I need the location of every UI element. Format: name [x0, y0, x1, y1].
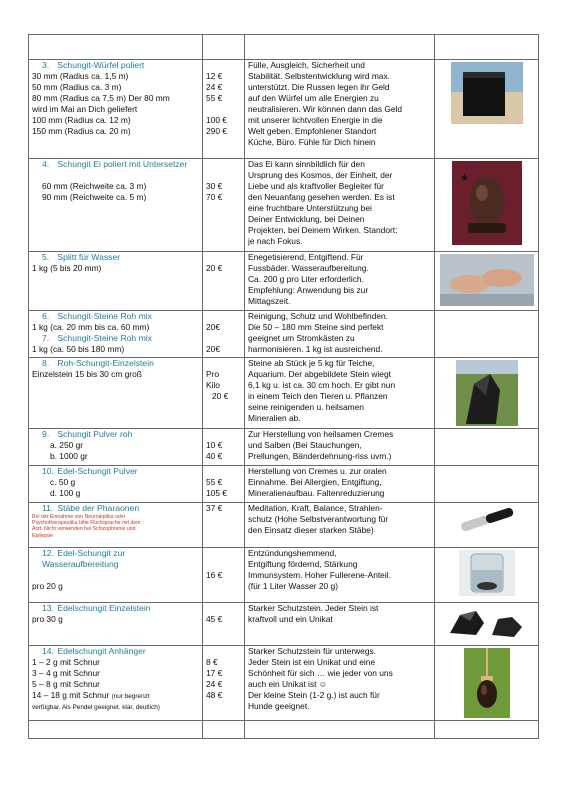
description-cell: Steine ab Stück je 5 kg für Teiche, Aquarium. Der abgebildete Stein wiegt 6,1 kg u. ist ca. 30 cm hoch. Er gibt nun in einem Teich den Tieren u. Pflanzen seine reinigenden u. heilsamen Mineralien ab. — [245, 358, 435, 429]
table-row — [29, 252, 539, 311]
price-cell: 55 € 105 € — [203, 466, 245, 503]
description-cell: Fülle, Ausgleich, Sicherheit und Stabilität. Selbstentwicklung wird max. unterstützt. Die Russen legen ihr Geld auf den Würfel um alle Energien zu neutralisieren. Wir können dann das Geld mit unserer lichtvollen Energie in die Welt geben. Empfohlener Standort Küche, Büro. Fühle für Dich hinein — [245, 60, 435, 159]
description-cell: Zur Herstellung von heilsamen Cremes und Salben (Bei Stauchungen, Prellungen, Bänderdehnung-riss uvm.) — [245, 429, 435, 466]
price-cell: 20 € — [203, 252, 245, 311]
image-cell — [435, 252, 539, 311]
product-title: Splitt für Wasser — [57, 252, 121, 262]
table-row — [29, 503, 539, 548]
table-row — [29, 429, 539, 466]
image-cell — [435, 60, 539, 159]
product-cell: 11. Stäbe der Pharaonen Bei der Einnahme von Neuroleptika oder Psychotherapeutika bitte Rücksprache mit dem Arzt. Nicht verwenden bei Schizophrenie und Epilepsie — [29, 503, 203, 548]
garden-stone-image — [456, 360, 518, 426]
product-title: Schungit Pulver roh — [57, 429, 133, 439]
table-row-empty — [29, 721, 539, 739]
price-cell: 30 € 70 € — [203, 159, 245, 252]
table-row — [29, 466, 539, 503]
product-cell: 9. Schungit Pulver roh a. 250 gr b. 1000 gr — [29, 429, 203, 466]
price-cell: 20€ 20€ — [203, 311, 245, 358]
product-title: Edelschungit Einzelstein — [57, 603, 151, 613]
product-table — [28, 34, 539, 739]
feet-image — [440, 254, 534, 306]
product-cell: 6. Schungit-Steine Roh mix 1 kg (ca. 20 mm bis ca. 60 mm) 7. Schungit-Steine Roh mix 1 kg (ca. 50 bis 180 mm) — [29, 311, 203, 358]
rods-image — [452, 505, 522, 533]
price-cell: 8 € 17 € 24 € 48 € — [203, 646, 245, 721]
image-cell — [435, 311, 539, 358]
description-cell: Meditation, Kraft, Balance, Strahlen- schutz (Hohe Selbstverantwortung für den Einsatz dieser starken Stäbe) — [245, 503, 435, 548]
product-cell: 3. Schungit-Würfel poliert 30 mm (Radius ca. 1,5 m) 50 mm (Radius ca. 3 m) 80 mm (Radius ca 7,5 m) Der 80 mm wird im Mai an Dich geliefert 100 mm (Radius ca. 12 m) 150 mm (Radius ca. 20 m) — [29, 60, 203, 159]
image-cell — [435, 646, 539, 721]
product-title: Schungit Ei poliert mit Untersetzer — [57, 159, 188, 169]
price-cell: 10 € 40 € — [203, 429, 245, 466]
product-cell: 14. Edelschungit Anhänger 1 – 2 g mit Schnur 3 – 4 g mit Schnur 5 – 8 g mit Schnur 14 – 18 g mit Schnur (nur begrenzt verfügbar. Als Pendel geeignet. klar, deutlich) — [29, 646, 203, 721]
svg-text:★: ★ — [459, 173, 469, 184]
product-title: Edel-Schungit Pulver — [57, 466, 138, 476]
pendant-image — [464, 648, 510, 718]
description-cell: Enegetisierend, Entgiftend. Für Fussbäder. Wasseraufbereitung. Ca. 200 g pro Liter erforderlich. Empfehlung: Anwendung bis zur Mittagszeit. — [245, 252, 435, 311]
elite-stone-image — [446, 605, 528, 639]
price-cell: 12 € 24 € 55 € 100 € 290 € — [203, 60, 245, 159]
water-glass-image — [459, 550, 515, 596]
product-title: Edelschungit Anhänger — [57, 646, 146, 656]
product-title: Schungit-Würfel poliert — [57, 60, 145, 70]
price-cell: 37 € — [203, 503, 245, 548]
product-title: Edel-Schungit zur Wasseraufbereitung — [42, 548, 126, 569]
image-cell — [435, 603, 539, 646]
image-cell — [435, 358, 539, 429]
black-cube-image — [451, 62, 523, 124]
table-row — [29, 311, 539, 358]
image-cell — [435, 466, 539, 503]
product-title: Roh-Schungit-Einzelstein — [57, 358, 154, 368]
product-cell: 8. Roh-Schungit-Einzelstein Einzelstein 15 bis 30 cm groß — [29, 358, 203, 429]
table-row — [29, 646, 539, 721]
table-row — [29, 358, 539, 429]
description-cell: Reinigung, Schutz und Wohlbefinden. Die 50 – 180 mm Steine sind perfekt geeignet um Stromkästen zu harmonisieren. 1 kg ist ausreichend. — [245, 311, 435, 358]
description-cell: Herstellung von Cremes u. zur oralen Einnahme. Bei Allergien, Entgiftung, Mineralienaufbau. Faltenreduzierung — [245, 466, 435, 503]
product-title: Schungit-Steine Roh mix — [57, 333, 152, 343]
product-cell: 13. Edelschungit Einzelstein pro 30 g — [29, 603, 203, 646]
image-cell — [435, 548, 539, 603]
product-title: Stäbe der Pharaonen — [57, 503, 140, 513]
table-row-empty — [29, 35, 539, 60]
description-cell: Starker Schutzstein. Jeder Stein ist kraftvoll und ein Unikat — [245, 603, 435, 646]
table-row — [29, 603, 539, 646]
warning-note: Bei der Einnahme von Neuroleptika oder — [32, 514, 126, 520]
image-cell — [435, 429, 539, 466]
price-cell: Pro Kilo 20 € — [203, 358, 245, 429]
image-cell — [435, 503, 539, 548]
price-cell: 16 € — [203, 548, 245, 603]
product-cell: 10. Edel-Schungit Pulver c. 50 g d. 100 g — [29, 466, 203, 503]
egg-image — [452, 161, 522, 245]
product-cell: 12. Edel-Schungit zur Wasseraufbereitung pro 20 g — [29, 548, 203, 603]
description-cell: Starker Schutzstein für unterwegs. Jeder Stein ist ein Unikat und eine Schönheit für sich … wie jeder von uns auch ein Unikat ist ☺ Der kleine Stein (1-2 g.) ist auch für Hunde geeignet. — [245, 646, 435, 721]
description-cell: Entzündungshemmend, Entgiftung fördernd, Stärkung Immunsystem. Hoher Fullerene-Anteil. (für 1 Liter Wasser 20 g) — [245, 548, 435, 603]
description-cell: Das Ei kann sinnbildlich für den Ursprung des Kosmos, der Einheit, der Liebe und als kraftvoller Begleiter für den Neuanfang gesehen werden. Es ist eine fruchtbare Unterstützung bei Deiner Entwicklung, bei Deinen Projekten, bei Deinem Wirken. Standort: je nach Fokus. — [245, 159, 435, 252]
product-cell: 5. Splitt für Wasser 1 kg (5 bis 20 mm) — [29, 252, 203, 311]
table-row — [29, 548, 539, 603]
table-row — [29, 60, 539, 159]
table-row — [29, 159, 539, 252]
product-cell: 4. Schungit Ei poliert mit Untersetzer 60 mm (Reichweite ca. 3 m) 90 mm (Reichweite ca. 5 m) — [29, 159, 203, 252]
image-cell — [435, 159, 539, 252]
price-cell: 45 € — [203, 603, 245, 646]
product-title: Schungit-Steine Roh mix — [57, 311, 152, 321]
